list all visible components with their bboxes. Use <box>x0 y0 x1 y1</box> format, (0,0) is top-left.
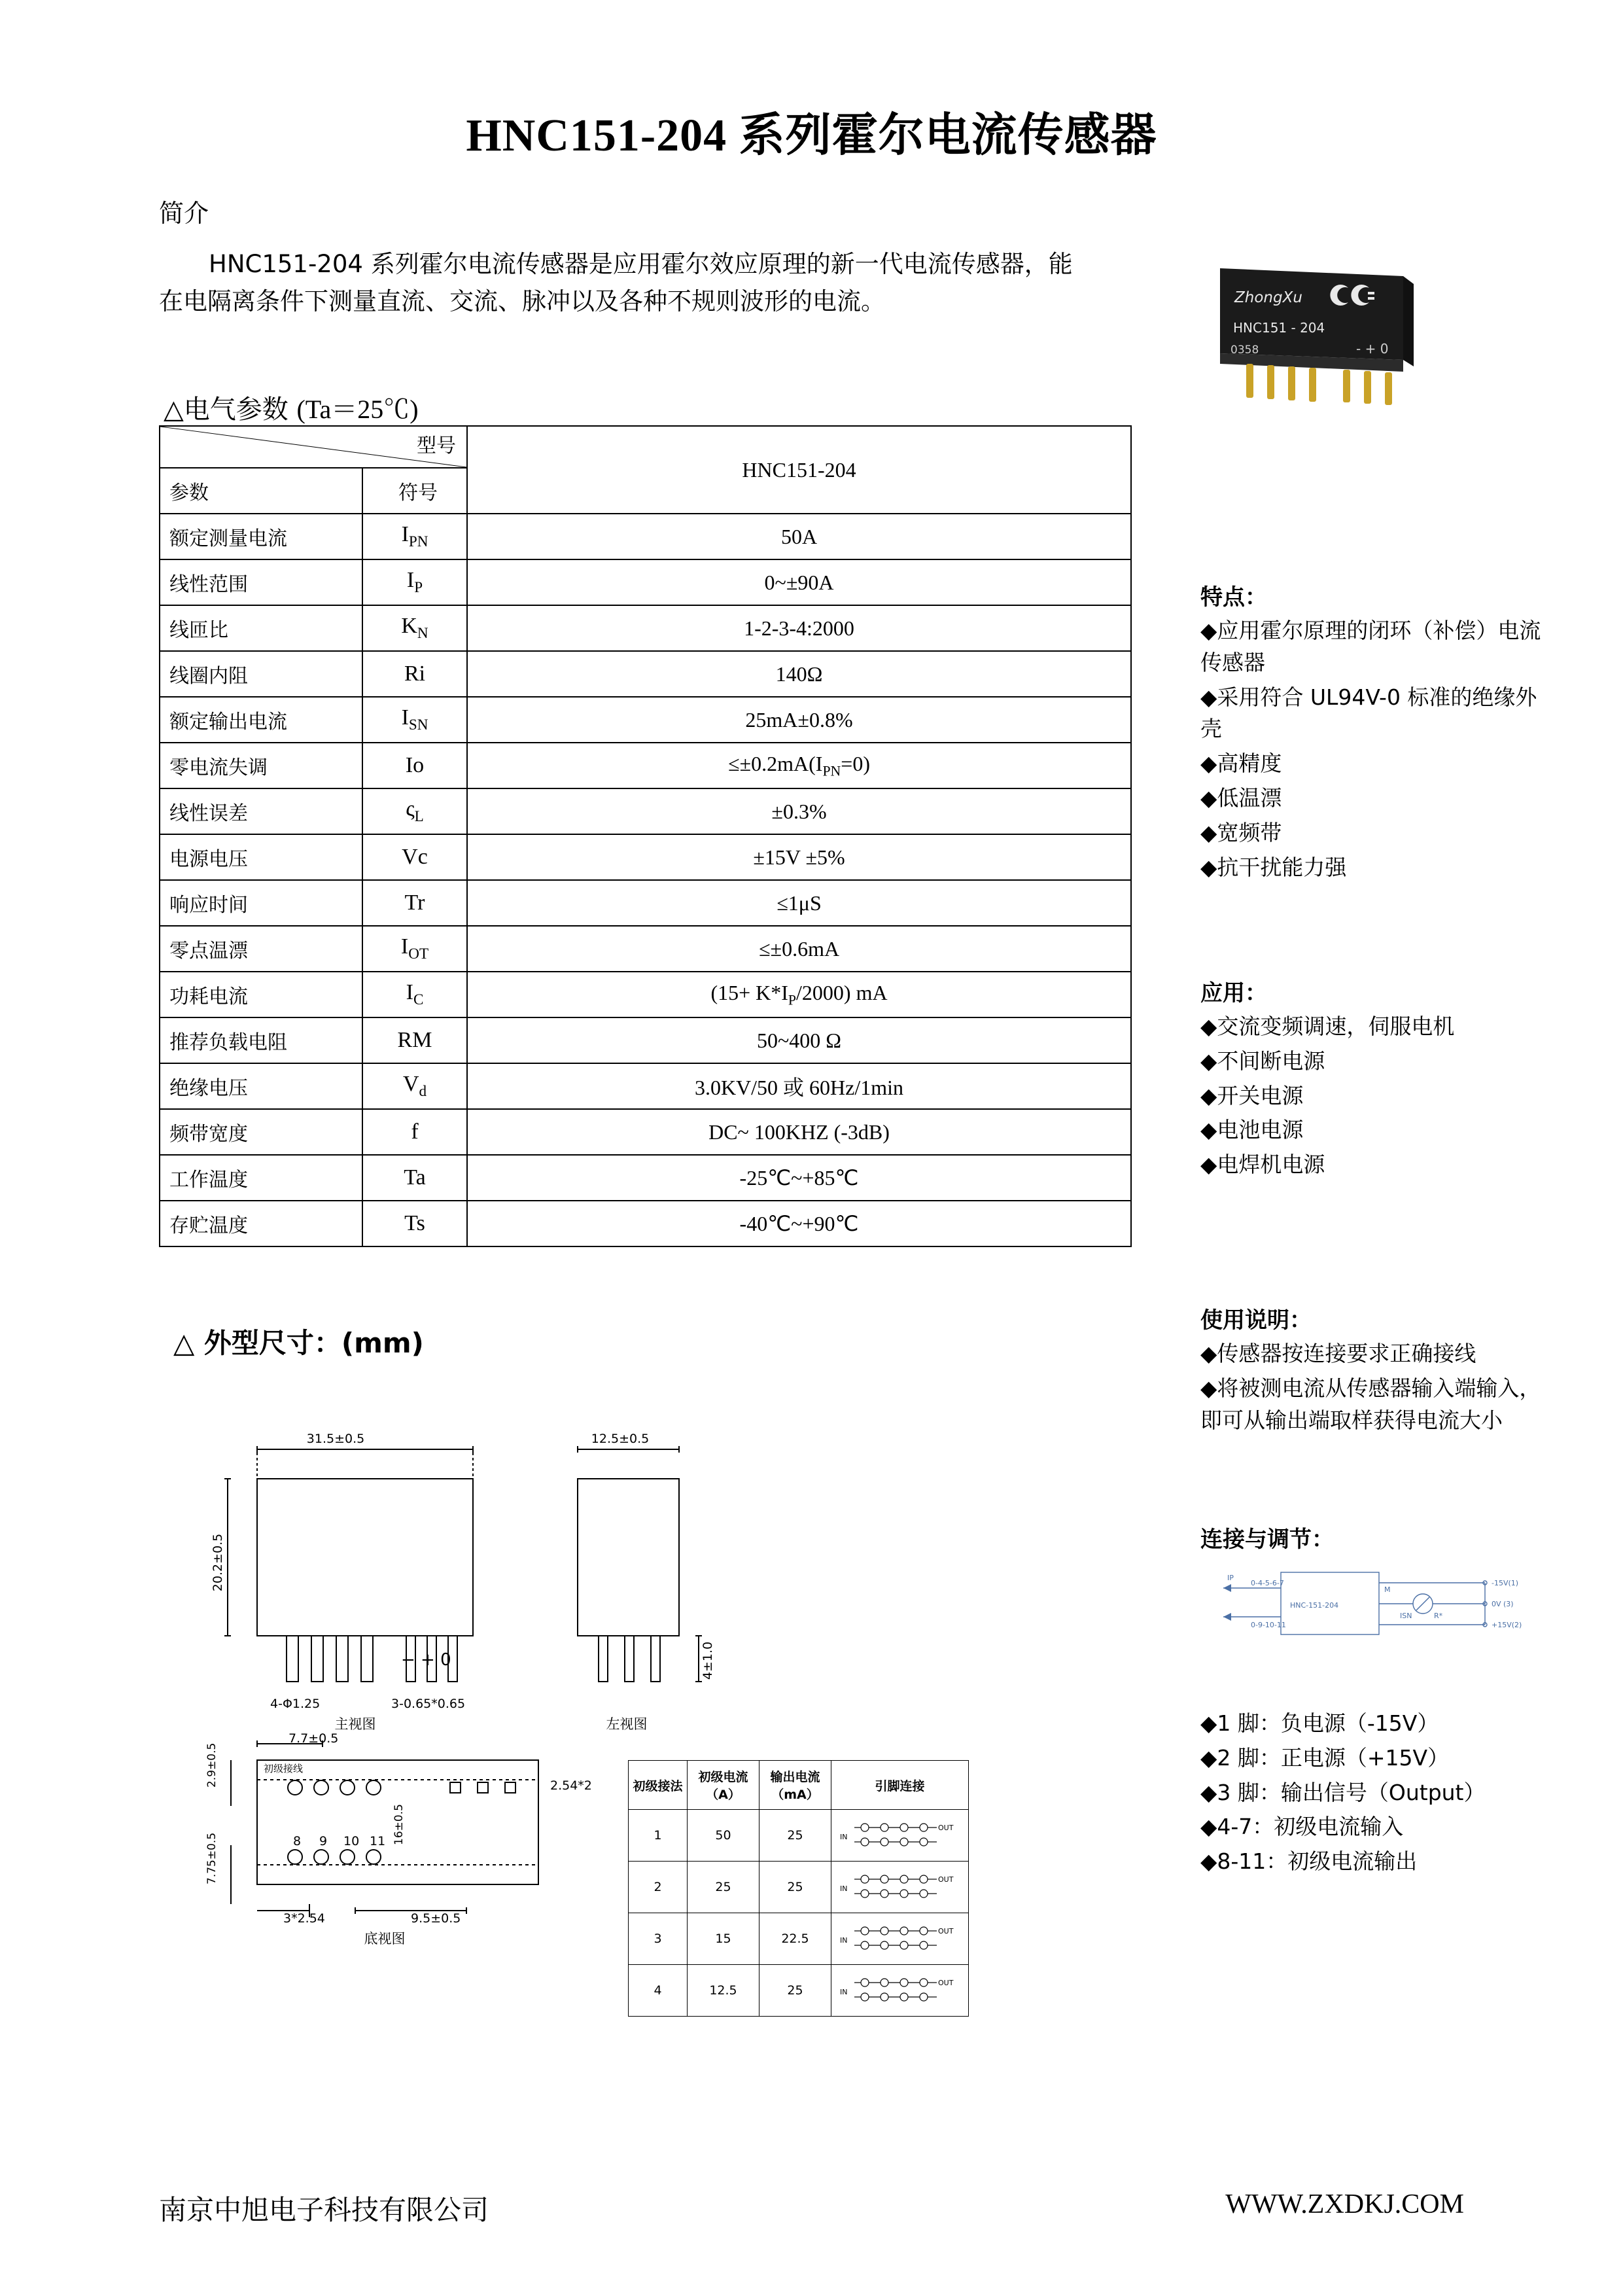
features-list <box>1200 615 1554 887</box>
param-name-3: 线圈内阻 <box>160 651 362 697</box>
header-param-label: 参数 <box>160 468 362 514</box>
footer-company: 南京中旭电子科技有限公司 <box>159 2194 489 2226</box>
param-symbol-5: Io <box>362 743 467 788</box>
table-row <box>160 651 1131 697</box>
wiring-model: HNC-151-204 <box>1290 1601 1339 1610</box>
table-header-row-1 <box>160 426 1131 468</box>
parameters-table <box>159 425 1132 1247</box>
pin-table-row <box>629 1862 969 1913</box>
table-row <box>160 514 1131 559</box>
electrical-heading-cn: △电气参数 <box>164 395 288 425</box>
pin-row-conn-0 <box>831 1810 969 1862</box>
pin-table-row <box>629 1965 969 2017</box>
param-value-11: 50~400 Ω <box>467 1017 1131 1063</box>
param-value-4: 25mA±0.8% <box>467 697 1131 743</box>
page-title: HNC151-204 系列霍尔电流传感器 <box>466 111 1157 161</box>
svg-text:IN: IN <box>839 1884 847 1893</box>
param-symbol-12: $V_d$ <box>362 1063 467 1109</box>
wiring-rm-label: R* <box>1434 1612 1443 1620</box>
pin-8: 8 <box>293 1834 302 1848</box>
param-name-4: 额定输出电流 <box>160 697 362 743</box>
pin-th-1: 初级电流（A） <box>688 1761 759 1810</box>
svg-text:IN: IN <box>839 1832 847 1841</box>
application-item: ◆交流变频调速，伺服电机 <box>1200 1014 1455 1039</box>
param-name-10: 功耗电流 <box>160 972 362 1017</box>
param-symbol-9: $I_{OT}$ <box>362 926 467 972</box>
svg-text:ZhongXu: ZhongXu <box>1234 289 1302 306</box>
param-name-0: 额定测量电流 <box>160 514 362 559</box>
pin-row-no-0: 1 <box>629 1810 688 1862</box>
table-row <box>160 559 1131 605</box>
svg-text:OUT: OUT <box>937 1823 953 1832</box>
param-value-6: ±0.3% <box>467 788 1131 834</box>
wiring-pin-item: ◆8-11：初级电流输出 <box>1200 1848 1418 1875</box>
electrical-heading <box>164 389 419 426</box>
wiring-ip-label: IP <box>1227 1574 1234 1582</box>
dim-bottom-a: 7.7±0.5 <box>288 1731 339 1746</box>
dim-side-height: 4±1.0 <box>701 1641 715 1680</box>
applications-list <box>1200 1011 1554 1184</box>
table-row <box>160 743 1131 788</box>
param-value-7: ±15V ±5% <box>467 834 1131 880</box>
dim-bottom-c: 7.75±0.5 <box>205 1832 218 1884</box>
pin-th-0: 初级接法 <box>629 1761 688 1810</box>
application-item: ◆开关电源 <box>1200 1082 1304 1108</box>
header-model-label: 型号 <box>417 434 456 457</box>
table-row <box>160 1155 1131 1201</box>
pin-table-row <box>629 1913 969 1965</box>
view-side-label: 左视图 <box>606 1716 648 1732</box>
param-symbol-7: Vc <box>362 834 467 880</box>
feature-item: ◆抗干扰能力强 <box>1200 854 1347 880</box>
pin-row-ip-1: 25 <box>688 1862 759 1913</box>
svg-text:OUT: OUT <box>937 1978 953 1987</box>
svg-text:IN: IN <box>839 1935 847 1945</box>
pin-row-no-1: 2 <box>629 1862 688 1913</box>
table-row <box>160 1017 1131 1063</box>
wiring-pin-item: ◆1 脚：负电源（-15V） <box>1200 1710 1439 1736</box>
feature-item: ◆宽频带 <box>1200 819 1282 845</box>
pin-row-ip-0: 50 <box>688 1810 759 1862</box>
param-symbol-10: $I_C$ <box>362 972 467 1017</box>
application-item: ◆不间断电源 <box>1200 1048 1325 1074</box>
application-item: ◆电池电源 <box>1200 1117 1304 1143</box>
param-name-6: 线性误差 <box>160 788 362 834</box>
dim-pin-right: 3-0.65*0.65 <box>391 1697 466 1711</box>
dimensions-heading: △ 外型尺寸：(mm) <box>173 1327 424 1359</box>
pin-row-no-2: 3 <box>629 1913 688 1965</box>
svg-text:HNC151 - 204: HNC151 - 204 <box>1233 320 1325 336</box>
param-value-1: 0~±90A <box>467 559 1131 605</box>
header-model-cell <box>160 426 467 468</box>
wiring-pin-item: ◆4-7：初级电流输入 <box>1200 1814 1404 1840</box>
usage-heading: 使用说明： <box>1200 1307 1312 1333</box>
param-value-0: 50A <box>467 514 1131 559</box>
svg-text:- + 0: - + 0 <box>1356 341 1389 357</box>
table-row <box>160 788 1131 834</box>
param-symbol-2: $K_N$ <box>362 605 467 651</box>
pin-row-conn-1 <box>831 1862 969 1913</box>
feature-item: ◆应用霍尔原理的闭环（补偿）电流传感器 <box>1200 618 1541 675</box>
wiring-out-top: -15V(1) <box>1492 1579 1519 1587</box>
feature-item: ◆高精度 <box>1200 751 1282 777</box>
param-value-10: $(15+ K*I_P/2000)$ mA <box>467 972 1131 1017</box>
param-name-12: 绝缘电压 <box>160 1063 362 1109</box>
pin-row-out-0: 25 <box>759 1810 831 1862</box>
svg-text:IN: IN <box>839 1987 847 1996</box>
pin-th-2: 输出电流（mA） <box>759 1761 831 1810</box>
param-symbol-8: Tr <box>362 880 467 926</box>
wiring-diagram <box>1204 1554 1570 1669</box>
param-symbol-3: Ri <box>362 651 467 697</box>
intro-body: HNC151-204 系列霍尔电流传感器是应用霍尔效应原理的新一代电流传感器，能在电隔离条件下测量直流、交流、脉冲以及各种不规则波形的电流。 <box>159 250 1073 316</box>
param-symbol-4: $I_{SN}$ <box>362 697 467 743</box>
param-value-5: $\le\pm 0.2mA(I_{PN}=0)$ <box>467 743 1131 788</box>
svg-text:OUT: OUT <box>937 1926 953 1935</box>
usage-item: ◆将被测电流从传感器输入端输入，即可从输出端取样获得电流大小 <box>1200 1375 1541 1433</box>
param-name-11: 推荐负载电阻 <box>160 1017 362 1063</box>
header-symbol-label: 符号 <box>362 468 467 514</box>
wiring-m-label: M <box>1384 1585 1391 1594</box>
pin-table-header-row <box>629 1761 969 1810</box>
param-value-3: 140Ω <box>467 651 1131 697</box>
wiring-isn-label: ISN <box>1400 1612 1412 1620</box>
dim-front-height: 20.2±0.5 <box>211 1533 225 1592</box>
param-name-2: 线匝比 <box>160 605 362 651</box>
param-name-13: 频带宽度 <box>160 1109 362 1155</box>
param-name-14: 工作温度 <box>160 1155 362 1201</box>
param-name-15: 存贮温度 <box>160 1201 362 1246</box>
product-photo <box>1207 262 1423 419</box>
svg-text:OUT: OUT <box>937 1875 953 1884</box>
param-symbol-15: Ts <box>362 1201 467 1246</box>
feature-item: ◆低温漂 <box>1200 785 1282 811</box>
wiring-pin-list <box>1200 1708 1567 1881</box>
header-model-value: HNC151-204 <box>467 426 1131 514</box>
param-value-9: ≤±0.6mA <box>467 926 1131 972</box>
param-name-8: 响应时间 <box>160 880 362 926</box>
electrical-heading-cond: (Ta＝25℃) <box>296 395 419 424</box>
pin-row-out-3: 25 <box>759 1965 831 2017</box>
wiring-pin-item: ◆2 脚：正电源（+15V） <box>1200 1744 1450 1771</box>
param-symbol-6: $\varsigma_L$ <box>362 788 467 834</box>
wiring-heading: 连接与调节： <box>1200 1527 1334 1553</box>
dim-side-width: 12.5±0.5 <box>591 1432 650 1446</box>
dim-bottom-e: 9.5±0.5 <box>411 1911 461 1926</box>
wiring-pins-top: 0-4-5-6-7 <box>1251 1579 1284 1587</box>
param-value-12: 3.0KV/50 或 60Hz/1min <box>467 1063 1131 1109</box>
pin-row-out-1: 25 <box>759 1862 831 1913</box>
param-name-1: 线性范围 <box>160 559 362 605</box>
pin-9: 9 <box>319 1834 328 1848</box>
dim-front-width: 31.5±0.5 <box>306 1432 365 1446</box>
footer-website: WWW.ZXDKJ.COM <box>1225 2189 1464 2219</box>
front-polarity: − + 0 <box>401 1650 451 1670</box>
dim-bottom-d: 3*2.54 <box>283 1911 325 1926</box>
param-symbol-11: RM <box>362 1017 467 1063</box>
pin-th-3: 引脚连接 <box>831 1761 969 1810</box>
param-value-2: 1-2-3-4:2000 <box>467 605 1131 651</box>
param-name-5: 零电流失调 <box>160 743 362 788</box>
view-front-label: 主视图 <box>334 1716 376 1732</box>
pin-row-conn-3 <box>831 1965 969 2017</box>
param-name-7: 电源电压 <box>160 834 362 880</box>
dim-bottom-f: 2.54*2 <box>550 1778 592 1793</box>
applications-heading: 应用： <box>1200 980 1267 1006</box>
features-heading: 特点： <box>1200 584 1267 610</box>
table-row <box>160 926 1131 972</box>
view-bottom-label: 底视图 <box>364 1931 406 1947</box>
svg-text:0358: 0358 <box>1230 344 1259 357</box>
pin-connection-table <box>628 1760 969 2017</box>
param-name-9: 零点温漂 <box>160 926 362 972</box>
param-symbol-0: $I_{PN}$ <box>362 514 467 559</box>
param-symbol-14: Ta <box>362 1155 467 1201</box>
pin-row-ip-3: 12.5 <box>688 1965 759 2017</box>
feature-item: ◆采用符合 UL94V-0 标准的绝缘外壳 <box>1200 684 1537 742</box>
dim-pin-left: 4-Φ1.25 <box>270 1697 321 1711</box>
table-row <box>160 1063 1131 1109</box>
intro-heading: 简介 <box>159 199 209 228</box>
param-symbol-13: f <box>362 1109 467 1155</box>
param-value-13: DC~ 100KHZ (-3dB) <box>467 1109 1131 1155</box>
table-row <box>160 880 1131 926</box>
pin-row-no-3: 4 <box>629 1965 688 2017</box>
usage-list <box>1200 1338 1554 1439</box>
param-value-14: -25℃~+85℃ <box>467 1155 1131 1201</box>
pin-row-conn-2 <box>831 1913 969 1965</box>
table-row <box>160 697 1131 743</box>
dim-bottom-g: 16±0.5 <box>393 1804 406 1845</box>
table-row <box>160 972 1131 1017</box>
wiring-pin-item: ◆3 脚：输出信号（Output） <box>1200 1779 1486 1805</box>
pin-row-ip-2: 15 <box>688 1913 759 1965</box>
table-row <box>160 1201 1131 1246</box>
dim-bottom-b: 2.9±0.5 <box>205 1742 218 1788</box>
param-value-15: -40℃~+90℃ <box>467 1201 1131 1246</box>
pin-row-out-2: 22.5 <box>759 1913 831 1965</box>
pin-11: 11 <box>370 1834 386 1848</box>
pin-10: 10 <box>343 1834 360 1848</box>
wiring-pins-bottom: 0-9-10-11 <box>1251 1621 1286 1629</box>
table-row <box>160 1109 1131 1155</box>
application-item: ◆电焊机电源 <box>1200 1152 1325 1178</box>
usage-item: ◆传感器按连接要求正确接线 <box>1200 1341 1476 1366</box>
param-symbol-1: $I_P$ <box>362 559 467 605</box>
table-row <box>160 605 1131 651</box>
pin-table-row <box>629 1810 969 1862</box>
wiring-out-mid: 0V (3) <box>1492 1600 1514 1608</box>
param-value-8: ≤1μS <box>467 880 1131 926</box>
wiring-out-bot: +15V(2) <box>1492 1621 1522 1629</box>
pad-group-label: 初级接线 <box>264 1763 304 1775</box>
table-row <box>160 834 1131 880</box>
